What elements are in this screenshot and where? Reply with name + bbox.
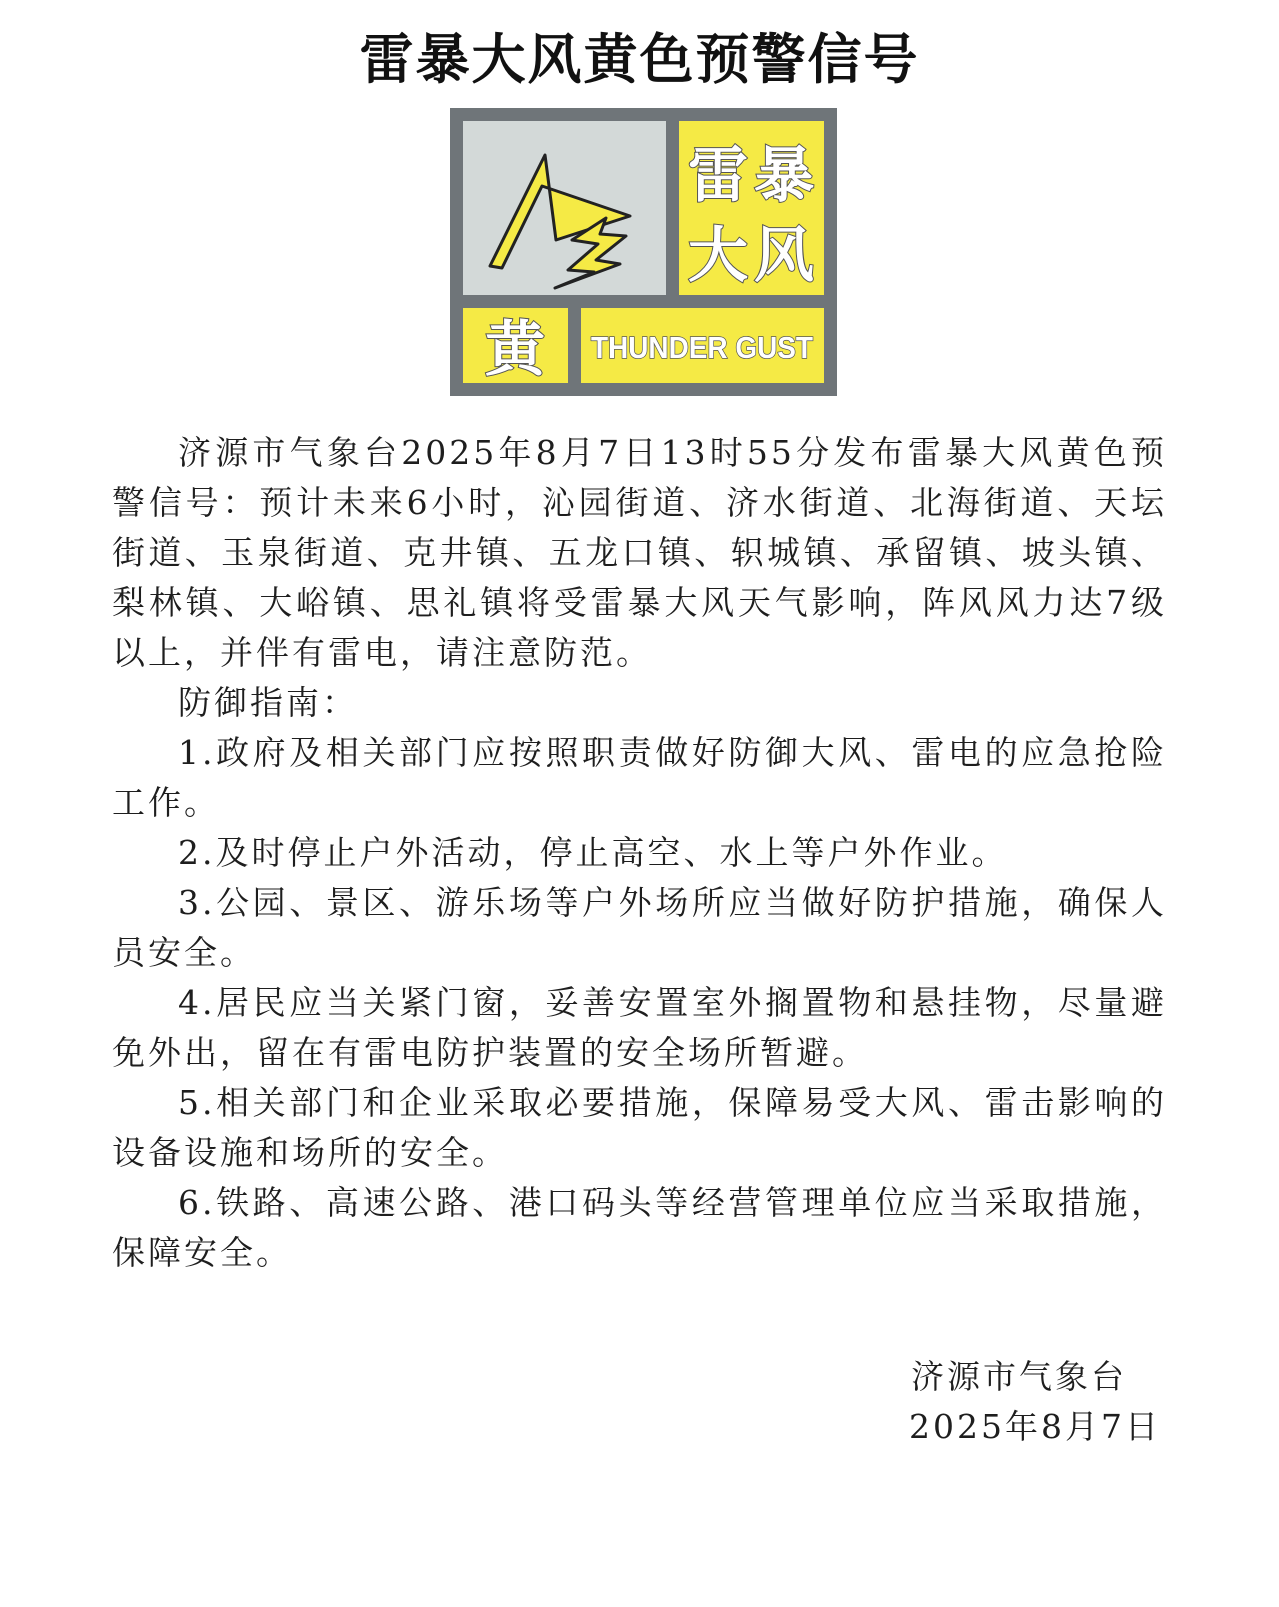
signal-char-da: 大	[688, 221, 748, 291]
signal-english-label: THUNDER GUST	[591, 330, 814, 365]
guide-heading: 防御指南：	[178, 683, 358, 722]
signature-block	[909, 1352, 1161, 1452]
signal-level-char: 黄	[485, 315, 545, 385]
warning-signal-icon	[450, 108, 837, 396]
guide-item: 3.公园、景区、游乐场等户外场所应当做好防护措施，确保人员安全。	[112, 883, 1167, 972]
notice-body	[112, 428, 1167, 1278]
guide-item: 4.居民应当关紧门窗，妥善安置室外搁置物和悬挂物，尽量避免外出，留在有雷电防护装置的安全场所暂避。	[112, 983, 1167, 1072]
signal-char-lei: 雷	[688, 141, 748, 211]
guide-item: 5.相关部门和企业采取必要措施，保障易受大风、雷击影响的设备设施和场所的安全。	[112, 1083, 1167, 1172]
signal-char-feng: 风	[754, 221, 814, 291]
intro-paragraph: 济源市气象台2025年8月7日13时55分发布雷暴大风黄色预警信号：预计未来6小时，沁园街道、济水街道、北海街道、天坛街道、玉泉街道、克井镇、五龙口镇、轵城镇、承留镇、坡头镇、梨林镇、大峪镇、思礼镇将受雷暴大风天气影响，阵风风力达7级以上，并伴有雷电，请注意防范。	[112, 433, 1167, 672]
signature-date: 2025年8月7日	[909, 1407, 1161, 1446]
signature-org: 济源市气象台	[911, 1357, 1127, 1396]
guide-item: 2.及时停止户外活动，停止高空、水上等户外作业。	[178, 833, 1008, 872]
signal-char-bao: 暴	[754, 141, 814, 211]
guide-item: 1.政府及相关部门应按照职责做好防御大风、雷电的应急抢险工作。	[112, 733, 1167, 822]
page-title: 雷暴大风黄色预警信号	[359, 28, 920, 91]
guide-item: 6.铁路、高速公路、港口码头等经营管理单位应当采取措施，保障安全。	[112, 1183, 1167, 1272]
